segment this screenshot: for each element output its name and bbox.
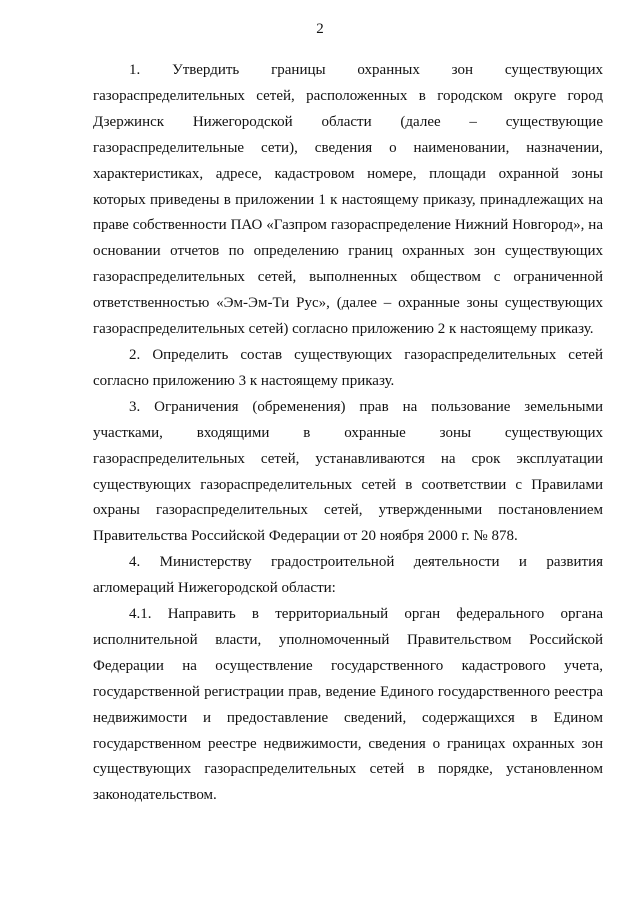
paragraph-4-1: 4.1. Направить в территориальный орган федерального органа исполнительной власти, уполномоченный Правительством Российской Федерации на осуществление государственного кадастрового учета, государственной регистрации прав, ведение Единого государственного реестра недвижимости и предоставление сведений, содержащихся в Едином государственном реестре недвижимости, сведения о границах охранных зон существующих газораспределительных сетей в порядке, установленном законодательством. xyxy=(93,606,603,804)
document-body xyxy=(93,58,603,809)
paragraph-3: 3. Ограничения (обременения) прав на пользование земельными участками, входящими в охранные зоны существующих газораспределительных сетей, устанавливаются на срок эксплуатации существующих газораспределительных сетей в соответствии с Правилами охраны газораспределительных сетей, утвержденными постановлением Правительства Российской Федерации от 20 ноября 2000 г. № 878. xyxy=(93,398,603,545)
paragraph-4: 4. Министерству градостроительной деятельности и развития агломераций Нижегородской области: xyxy=(93,554,603,597)
paragraph-1: 1. Утвердить границы охранных зон существующих газораспределительных сетей, расположенных в городском округе город Дзержинск Нижегородской области (далее – существующие газораспределительные сети), сведения о наименовании, назначении, характеристиках, адресе, кадастровом номере, площади охранной зоны которых приведены в приложении 1 к настоящему приказу, принадлежащих на праве собственности ПАО «Газпром газораспределение Нижний Новгород», на основании отчетов по определению границ охранных зон существующих газораспределительных сетей, выполненных обществом с ограниченной ответственностью «Эм-Эм-Ти Рус», (далее – охранные зоны существующих газораспределительных сетей) согласно приложению 2 к настоящему приказу. xyxy=(93,62,603,338)
paragraph-2: 2. Определить состав существующих газораспределительных сетей согласно приложению 3 к настоящему приказу. xyxy=(93,346,603,389)
page-number: 2 xyxy=(316,21,324,37)
